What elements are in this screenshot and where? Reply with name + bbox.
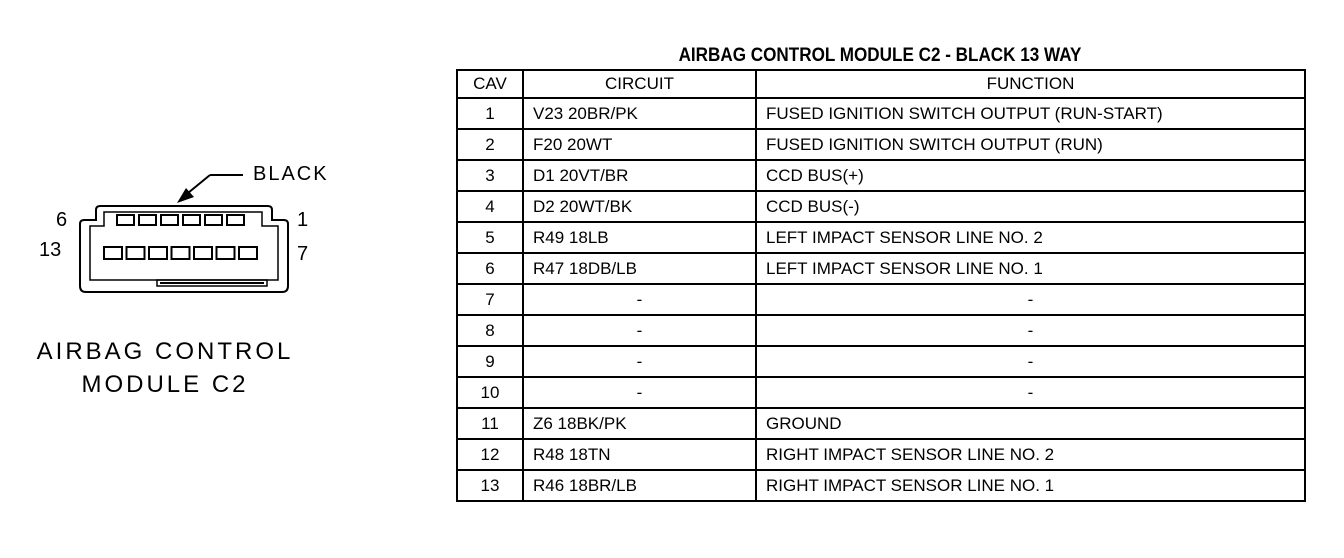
table-title: AIRBAG CONTROL MODULE C2 - BLACK 13 WAY	[678, 45, 1082, 66]
cell-cav: 8	[457, 315, 523, 346]
cavity-top	[183, 215, 200, 225]
table-row	[457, 98, 1305, 129]
table-row	[457, 191, 1305, 222]
cell-function: -	[756, 346, 1305, 377]
table-row	[457, 253, 1305, 284]
cell-circuit: R49 18LB	[523, 222, 756, 253]
cell-function: FUSED IGNITION SWITCH OUTPUT (RUN)	[756, 129, 1305, 160]
cell-circuit: R47 18DB/LB	[523, 253, 756, 284]
pin-number-label-top-right: 1	[297, 209, 311, 231]
pin-number-label-top-left: 6	[56, 209, 70, 231]
cell-circuit: R46 18BR/LB	[523, 470, 756, 501]
cell-circuit: D2 20WT/BK	[523, 191, 756, 222]
pin-number-label-bottom-left: 13	[39, 239, 62, 261]
cavity-bottom	[194, 247, 212, 259]
cavity-bottom	[127, 247, 145, 259]
connector-caption-line1: AIRBAG CONTROL	[36, 338, 294, 365]
table-row	[457, 284, 1305, 315]
cell-function: LEFT IMPACT SENSOR LINE NO. 1	[756, 253, 1305, 284]
table-row	[457, 470, 1305, 501]
cell-function: -	[756, 315, 1305, 346]
cell-function: -	[756, 284, 1305, 315]
cell-function: GROUND	[756, 408, 1305, 439]
table-row	[457, 408, 1305, 439]
cell-cav: 9	[457, 346, 523, 377]
cell-circuit: F20 20WT	[523, 129, 756, 160]
cell-cav: 7	[457, 284, 523, 315]
table-row	[457, 315, 1305, 346]
cavity-top	[117, 215, 134, 225]
cell-cav: 11	[457, 408, 523, 439]
cell-circuit: -	[523, 377, 756, 408]
cavity-bottom	[172, 247, 190, 259]
connector-color-label: BLACK	[253, 163, 329, 185]
cell-cav: 13	[457, 470, 523, 501]
cell-cav: 6	[457, 253, 523, 284]
pin-number-label-bottom-right: 7	[297, 243, 311, 265]
cavity-bottom	[239, 247, 257, 259]
cell-cav: 1	[457, 98, 523, 129]
cell-circuit: -	[523, 346, 756, 377]
table-row	[457, 129, 1305, 160]
table-row	[457, 346, 1305, 377]
table-row	[457, 439, 1305, 470]
cell-circuit: -	[523, 284, 756, 315]
cell-cav: 12	[457, 439, 523, 470]
cell-circuit: D1 20VT/BR	[523, 160, 756, 191]
cavity-top	[227, 215, 244, 225]
cavity-top	[205, 215, 222, 225]
cell-cav: 5	[457, 222, 523, 253]
cell-function: FUSED IGNITION SWITCH OUTPUT (RUN-START)	[756, 98, 1305, 129]
cavity-row-bottom	[104, 247, 257, 259]
cavity-top	[161, 215, 178, 225]
cavity-bottom	[149, 247, 167, 259]
cell-function: CCD BUS(-)	[756, 191, 1305, 222]
cell-cav: 10	[457, 377, 523, 408]
header-function: FUNCTION	[756, 70, 1305, 98]
cell-function: LEFT IMPACT SENSOR LINE NO. 2	[756, 222, 1305, 253]
cell-cav: 3	[457, 160, 523, 191]
cell-cav: 4	[457, 191, 523, 222]
cavity-top	[139, 215, 156, 225]
pinout-table	[456, 69, 1306, 502]
table-row	[457, 377, 1305, 408]
cell-cav: 2	[457, 129, 523, 160]
cavity-bottom	[217, 247, 235, 259]
table-row	[457, 160, 1305, 191]
cell-function: CCD BUS(+)	[756, 160, 1305, 191]
table-header-row	[457, 70, 1305, 98]
connector-caption-line2: MODULE C2	[81, 371, 249, 398]
cell-circuit: Z6 18BK/PK	[523, 408, 756, 439]
cell-function: RIGHT IMPACT SENSOR LINE NO. 2	[756, 439, 1305, 470]
cell-circuit: -	[523, 315, 756, 346]
cell-function: RIGHT IMPACT SENSOR LINE NO. 1	[756, 470, 1305, 501]
connector-diagram	[0, 0, 420, 558]
cavity-row-top	[117, 215, 244, 225]
table-row	[457, 222, 1305, 253]
cell-circuit: R48 18TN	[523, 439, 756, 470]
cell-function: -	[756, 377, 1305, 408]
header-circuit: CIRCUIT	[523, 70, 756, 98]
black-leader-diagonal	[188, 175, 210, 193]
cell-circuit: V23 20BR/PK	[523, 98, 756, 129]
cavity-bottom	[104, 247, 122, 259]
header-cav: CAV	[457, 70, 523, 98]
